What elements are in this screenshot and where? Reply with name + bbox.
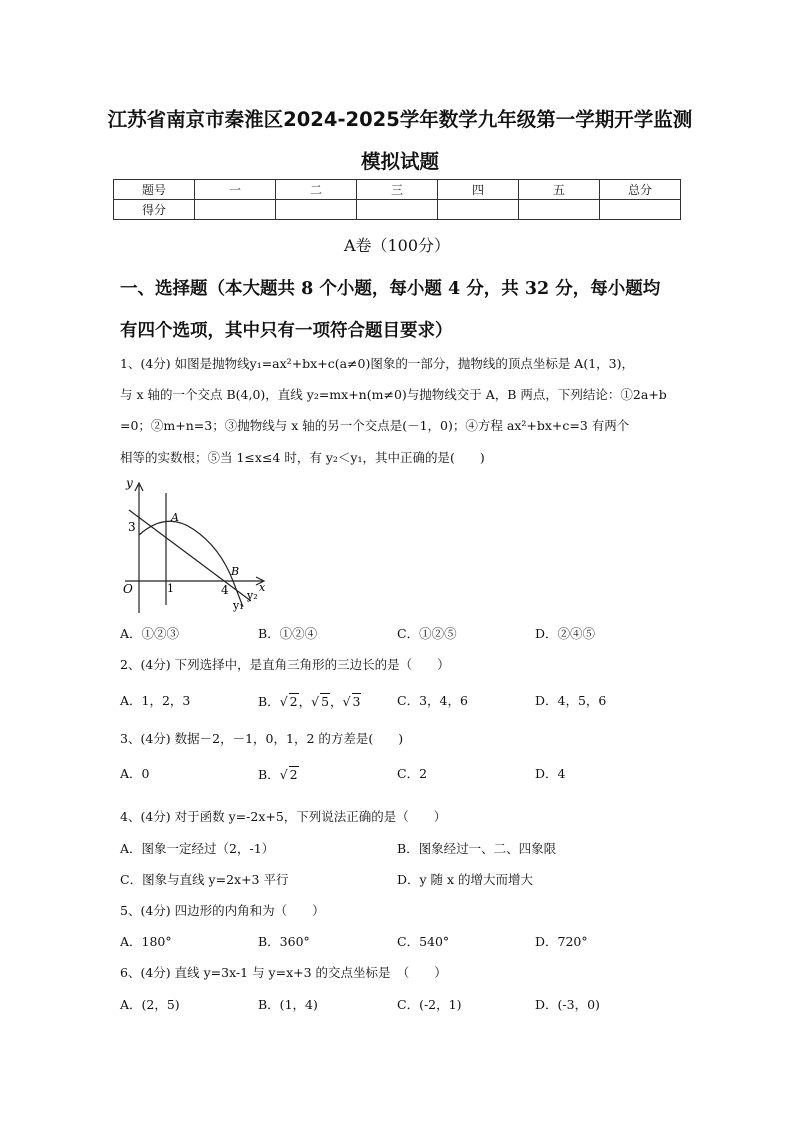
q2-option-b-label: B． bbox=[258, 694, 280, 709]
sqrt-icon: √ bbox=[279, 767, 288, 782]
document-title-line1: 江苏省南京市秦淮区2024-2025学年数学九年级第一学期开学监测 bbox=[107, 108, 693, 131]
curve-label-y2: y₂ bbox=[247, 589, 258, 602]
q1-stem-line1: 1、(4分) 如图是抛物线y₁=ax²+bx+c(a≠0)图象的一部分，抛物线的顶点坐标是 A(1，3)， bbox=[120, 356, 634, 371]
line-y2 bbox=[129, 510, 251, 601]
tick-label-3: 3 bbox=[128, 520, 136, 534]
part1-heading-line2: 有四个选项，其中只有一项符合题目要求） bbox=[120, 321, 453, 341]
y-axis-label: y bbox=[126, 476, 133, 490]
q1-option-a[interactable]: A．①②③ bbox=[120, 626, 180, 641]
score-cell bbox=[519, 200, 600, 220]
q6-option-d[interactable]: D．(-3，0) bbox=[535, 997, 600, 1012]
q5-option-d[interactable]: D．720° bbox=[535, 934, 588, 949]
q3-option-b-label: B． bbox=[258, 767, 280, 782]
q3-option-b[interactable] bbox=[258, 766, 299, 783]
q2-option-c[interactable]: C．3，4，6 bbox=[397, 693, 468, 708]
score-cell bbox=[276, 200, 357, 220]
point-b-label: B bbox=[231, 565, 240, 578]
score-table-header-cell: 题号 bbox=[114, 180, 195, 200]
score-table-row-label: 得分 bbox=[114, 200, 195, 220]
part1-heading-line1: 一、选择题（本大题共 8 个小题，每小题 4 分，共 32 分，每小题均 bbox=[120, 279, 661, 299]
q3-option-d[interactable]: D．4 bbox=[535, 766, 566, 781]
q5-option-b[interactable]: B．360° bbox=[258, 934, 310, 949]
score-table-score-row bbox=[114, 200, 681, 220]
origin-label: O bbox=[123, 582, 133, 596]
q1-option-c[interactable]: C．①②⑤ bbox=[397, 626, 457, 641]
q2-option-a[interactable]: A．1，2，3 bbox=[120, 693, 191, 708]
x-axis-label: x bbox=[259, 581, 266, 594]
q2-stem: 2、(4分) 下列选择中，是直角三角形的三边长的是（ ） bbox=[120, 657, 450, 672]
q5-option-c[interactable]: C．540° bbox=[397, 934, 450, 949]
score-table-header-cell: 二 bbox=[276, 180, 357, 200]
sqrt-icon: √ bbox=[342, 694, 351, 709]
score-cell bbox=[600, 200, 681, 220]
q3-option-c[interactable]: C．2 bbox=[397, 766, 428, 781]
q1-stem-line3: =0；②m+n=3；③抛物线与 x 轴的另一个交点是(－1，0)；④方程 ax²+bx+c=3 有两个 bbox=[120, 418, 630, 433]
document-title-line2: 模拟试题 bbox=[360, 150, 439, 173]
q3-option-a[interactable]: A．0 bbox=[120, 766, 150, 781]
score-table-header-cell: 五 bbox=[519, 180, 600, 200]
q4-option-a[interactable]: A．图象一定经过（2，-1） bbox=[120, 841, 275, 856]
sqrt-icon: √ bbox=[279, 694, 288, 709]
point-a-label: A bbox=[171, 511, 179, 524]
q5-option-a[interactable]: A．180° bbox=[120, 934, 172, 949]
score-cell bbox=[438, 200, 519, 220]
tick-label-1: 1 bbox=[167, 582, 174, 595]
section-heading: A卷（100分） bbox=[343, 236, 451, 255]
score-table-header-cell: 四 bbox=[438, 180, 519, 200]
score-table-header-cell: 总分 bbox=[600, 180, 681, 200]
score-cell bbox=[357, 200, 438, 220]
q1-option-b[interactable]: B．①②④ bbox=[258, 626, 318, 641]
sqrt-icon: √ bbox=[311, 694, 320, 709]
q3-stem: 3、(4分) 数据－2，－1，0，1，2 的方差是( ) bbox=[120, 731, 404, 746]
score-cell bbox=[195, 200, 276, 220]
q1-stem-line4: 相等的实数根；⑤当 1≤x≤4 时，有 y₂＜y₁，其中正确的是( ) bbox=[120, 450, 485, 465]
q1-stem-line2: 与 x 轴的一个交点 B(4,0)，直线 y₂=mx+n(m≠0)与抛物线交于 A，B 两点，下列结论：①2a+b bbox=[120, 387, 667, 402]
q6-option-a[interactable]: A．(2，5) bbox=[120, 997, 180, 1012]
q6-stem: 6、(4分) 直线 y=3x-1 与 y=x+3 的交点坐标是 （ ） bbox=[120, 965, 447, 980]
q2-option-b-value-3: 3 bbox=[352, 694, 361, 709]
q6-option-c[interactable]: C．(-2，1) bbox=[397, 997, 462, 1012]
curve-label-y1: y₁ bbox=[233, 599, 244, 612]
score-table-header-cell: 三 bbox=[357, 180, 438, 200]
q6-option-b[interactable]: B．(1，4) bbox=[258, 997, 318, 1012]
q4-option-b[interactable]: B．图象经过一、二、四象限 bbox=[397, 841, 557, 856]
q2-option-b-value-1: 2 bbox=[289, 694, 298, 709]
q1-option-d[interactable]: D．②④⑤ bbox=[535, 626, 596, 641]
q2-option-b[interactable]: B．√ 2，√ 5，√ 3 bbox=[258, 694, 361, 709]
score-table bbox=[113, 179, 681, 220]
score-table-header-cell: 一 bbox=[195, 180, 276, 200]
q5-stem: 5、(4分) 四边形的内角和为（ ） bbox=[120, 903, 325, 918]
q1-parabola-graph bbox=[115, 475, 275, 620]
q4-stem: 4、(4分) 对于函数 y=-2x+5，下列说法正确的是（ ） bbox=[120, 809, 447, 824]
score-table-header-row bbox=[114, 180, 681, 200]
q4-option-d[interactable]: D．y 随 x 的增大而增大 bbox=[397, 872, 534, 887]
tick-label-4: 4 bbox=[221, 583, 229, 597]
q2-option-d[interactable]: D．4，5，6 bbox=[535, 693, 607, 708]
q4-option-c[interactable]: C．图象与直线 y=2x+3 平行 bbox=[120, 872, 289, 887]
q2-option-b-value-2: 5 bbox=[321, 694, 330, 709]
q3-option-b-value: 2 bbox=[289, 767, 298, 782]
